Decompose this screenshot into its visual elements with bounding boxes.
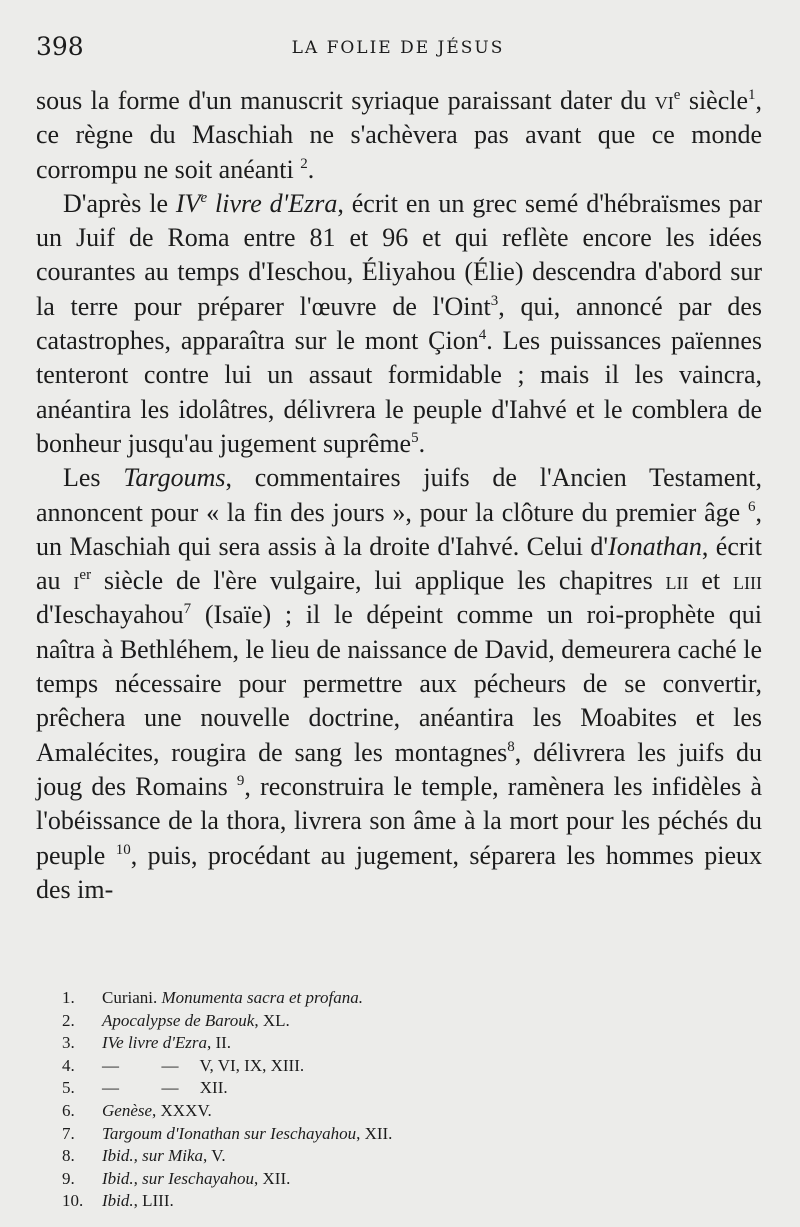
- footnote: 9. Ibid., sur Ieschayahou, XII.: [62, 1168, 291, 1188]
- book-title: IVe livre d'Ezra: [175, 188, 338, 218]
- footnote: 6. Genèse, XXXV.: [62, 1100, 212, 1120]
- footnote-ref: 8: [507, 738, 515, 755]
- footnote-ref: 6: [748, 498, 756, 515]
- paragraph-3: Les Targoums, commentaires juifs de l'Ancien Testament, annoncent pour « la fin des jours », pour la clôture du premier âge $^6$, un Maschiah qui sera assis à la droite d'Iahvé. Celui d'Ionathan, écrit au $i^{er}$ siècle de l'ère vulgaire, lui applique les chapitres lii et liii d'Ieschayahou$^7$ (Isaïe) ; il le dépeint comme un roi-prophète qui naîtra à Bethléhem, le lieu de naissance de David, demeurera caché le temps nécessaire pour permettre aux pécheurs de se convertir, prêchera une nouvelle doctrine, anéantira les Moabites et les Amalécites, rougira de sang les montagnes$^8$, délivrera les juifs du joug des Romains $^9$, reconstruira le temple, ramènera les infidèles à l'obéissance de la thora, livrera son âme à la mort pour les péchés du peuple $^{10}$, puis, procédant au jugement, séparera les hommes pieux des im-: [36, 463, 763, 904]
- footnote-ref: 10: [115, 841, 131, 858]
- footnote: 2. Apocalypse de Barouk, XL.: [62, 1010, 290, 1030]
- footnote-ref: 5: [411, 429, 419, 446]
- italic-term: Ionathan: [608, 531, 702, 561]
- footnote-ref: 9: [236, 772, 245, 789]
- footnote-ref: 1: [748, 87, 756, 103]
- footnotes: [62, 987, 742, 1213]
- footnote: 8. Ibid., sur Mika, V.: [62, 1146, 226, 1166]
- footnote: 7. Targoum d'Ionathan sur Ieschayahou, XII.: [62, 1123, 393, 1143]
- footnote: 10. Ibid., LIII.: [62, 1191, 174, 1211]
- paragraph-2: D'après le IVe livre d'Ezra, écrit en un grec semé d'hébraïsmes par un Juif de Roma entre 81 et 96 et qui reflète encore les idées courantes au temps d'Ieschou, Éliyahou (Élie) descendra d'abord sur la terre pour préparer l'œuvre de l'Oint$^3$, qui, annoncé par des catastrophes, apparaîtra sur le mont Çion$^4$. Les puissances païennes tenteront contre lui un assaut formidable ; mais il les vaincra, anéantira les idolâtres, délivrera le peuple d'Iahvé et le comblera de bonheur jusqu'au jugement suprême$^5$.: [36, 188, 763, 458]
- page-header: [36, 32, 760, 68]
- paragraph-1: sous la forme d'un manuscrit syriaque paraissant dater du $vi^e$ siècle$^1$, ce règne du Maschiah ne s'achèvera pas avant que ce monde corrompu ne soit anéanti $^2$.: [36, 86, 763, 184]
- footnote-ref: 7: [183, 601, 192, 618]
- footnote-ref: 3: [490, 292, 499, 309]
- running-title: LA FOLIE DE JÉSUS: [291, 38, 505, 58]
- footnote-ref: 4: [478, 327, 487, 344]
- main-text: [36, 84, 762, 907]
- page-number: 398: [36, 32, 84, 61]
- footnote: 4. — — V, VI, IX, XIII.: [62, 1055, 305, 1075]
- italic-term: Targoums: [123, 463, 226, 493]
- footnote: 3. IVe livre d'Ezra, II.: [62, 1033, 232, 1053]
- footnote: 5. — — XII.: [62, 1078, 228, 1098]
- footnote: 1. Curiani. Monumenta sacra et profana.: [62, 988, 363, 1007]
- footnote-ref: 2: [300, 155, 308, 172]
